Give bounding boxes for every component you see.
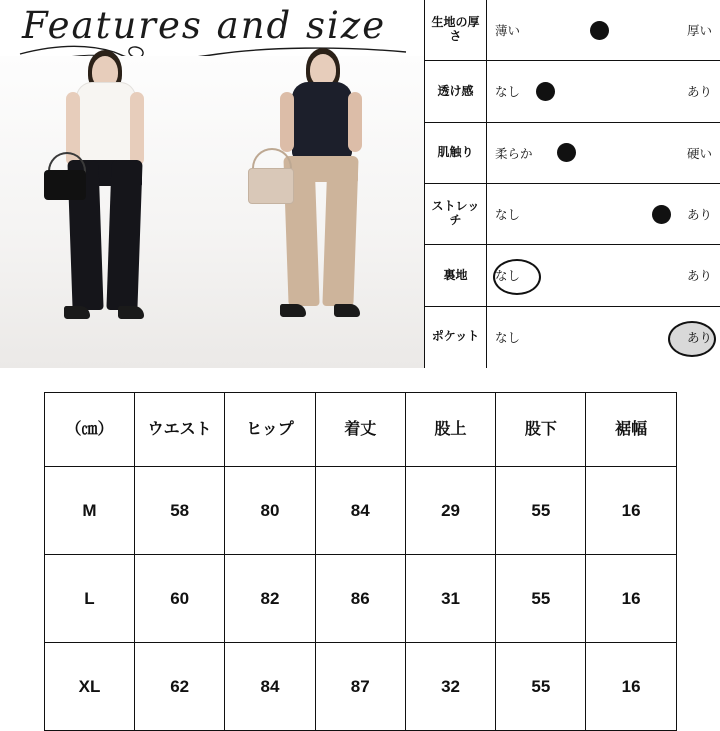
feature-label: ポケット	[425, 307, 487, 368]
column-header-length: 着丈	[315, 393, 405, 467]
cell-hem: 16	[586, 467, 676, 555]
cell-rise: 31	[405, 555, 495, 643]
cell-waist: 60	[135, 555, 225, 643]
scale-left-label: 柔らか	[495, 146, 533, 161]
shoe-right	[118, 306, 144, 319]
cell-waist: 62	[135, 643, 225, 731]
blouse	[76, 82, 136, 168]
scale-left-label: なし	[495, 269, 521, 284]
arm-right	[348, 92, 362, 152]
cell-inseam: 55	[496, 643, 586, 731]
arm-right	[130, 92, 144, 166]
pants-beige	[284, 156, 358, 306]
feature-scale	[487, 0, 720, 60]
feature-scale	[487, 123, 720, 183]
scale-marker	[652, 205, 671, 224]
cell-length: 84	[315, 467, 405, 555]
figure-black	[0, 56, 212, 368]
scale-left-label: なし	[495, 331, 521, 346]
feature-label: 肌触り	[425, 123, 487, 183]
cell-size: M	[45, 467, 135, 555]
table-row	[45, 467, 677, 555]
feature-label: 裏地	[425, 245, 487, 305]
feature-label: 透け感	[425, 61, 487, 121]
scale-right-label: あり	[686, 331, 712, 346]
cell-hem: 16	[586, 643, 676, 731]
cell-hip: 82	[225, 555, 315, 643]
scale-left-label: 薄い	[495, 24, 521, 39]
handbag-black	[44, 170, 86, 200]
scale-left-label: なし	[495, 85, 521, 100]
shoe-right	[334, 304, 360, 317]
leg-right	[322, 156, 358, 306]
page-title: Features and size	[22, 4, 387, 47]
scale-left-label: なし	[495, 208, 521, 223]
feature-row	[425, 0, 720, 61]
leg-right	[106, 160, 142, 310]
cell-rise: 29	[405, 467, 495, 555]
size-table	[44, 392, 677, 731]
column-header-waist: ウエスト	[135, 393, 225, 467]
table-header-row	[45, 393, 677, 467]
scale-right-label: あり	[686, 85, 712, 100]
column-header-inseam: 股下	[496, 393, 586, 467]
feature-scale	[487, 245, 720, 305]
feature-row	[425, 123, 720, 184]
table-row	[45, 555, 677, 643]
scale-marker	[536, 82, 555, 101]
feature-row	[425, 307, 720, 368]
feature-row	[425, 61, 720, 122]
cell-length: 86	[315, 555, 405, 643]
feature-label: 生地の厚さ	[425, 0, 487, 60]
cell-size: L	[45, 555, 135, 643]
cell-inseam: 55	[496, 555, 586, 643]
scale-right-label: あり	[686, 208, 712, 223]
cell-size: XL	[45, 643, 135, 731]
scale-right-label: 硬い	[686, 146, 712, 161]
model-photos	[0, 56, 424, 368]
handbag-cream	[248, 168, 294, 204]
feature-label: ストレッチ	[425, 184, 487, 244]
model-photo-black	[0, 56, 212, 368]
feature-rating-table	[424, 0, 720, 368]
blouse	[292, 82, 352, 160]
scale-right-label: あり	[686, 269, 712, 284]
arm-left	[280, 92, 294, 152]
figure-beige	[212, 56, 424, 368]
model-photo-beige	[212, 56, 424, 368]
table-row	[45, 643, 677, 731]
column-header-hip: ヒップ	[225, 393, 315, 467]
feature-scale	[487, 307, 720, 368]
cell-hem: 16	[586, 555, 676, 643]
shoe-left	[280, 304, 306, 317]
cell-waist: 58	[135, 467, 225, 555]
column-header-hem: 裾幅	[586, 393, 676, 467]
column-header-rise: 股上	[405, 393, 495, 467]
cell-length: 87	[315, 643, 405, 731]
feature-scale	[487, 184, 720, 244]
cell-hip: 84	[225, 643, 315, 731]
scale-right-label: 厚い	[686, 24, 712, 39]
column-header-unit: （㎝）	[45, 393, 135, 467]
cell-inseam: 55	[496, 467, 586, 555]
shoe-left	[64, 306, 90, 319]
scale-marker	[590, 21, 609, 40]
feature-scale	[487, 61, 720, 121]
scale-marker	[557, 143, 576, 162]
cell-hip: 80	[225, 467, 315, 555]
feature-row	[425, 184, 720, 245]
cell-rise: 32	[405, 643, 495, 731]
feature-row	[425, 245, 720, 306]
